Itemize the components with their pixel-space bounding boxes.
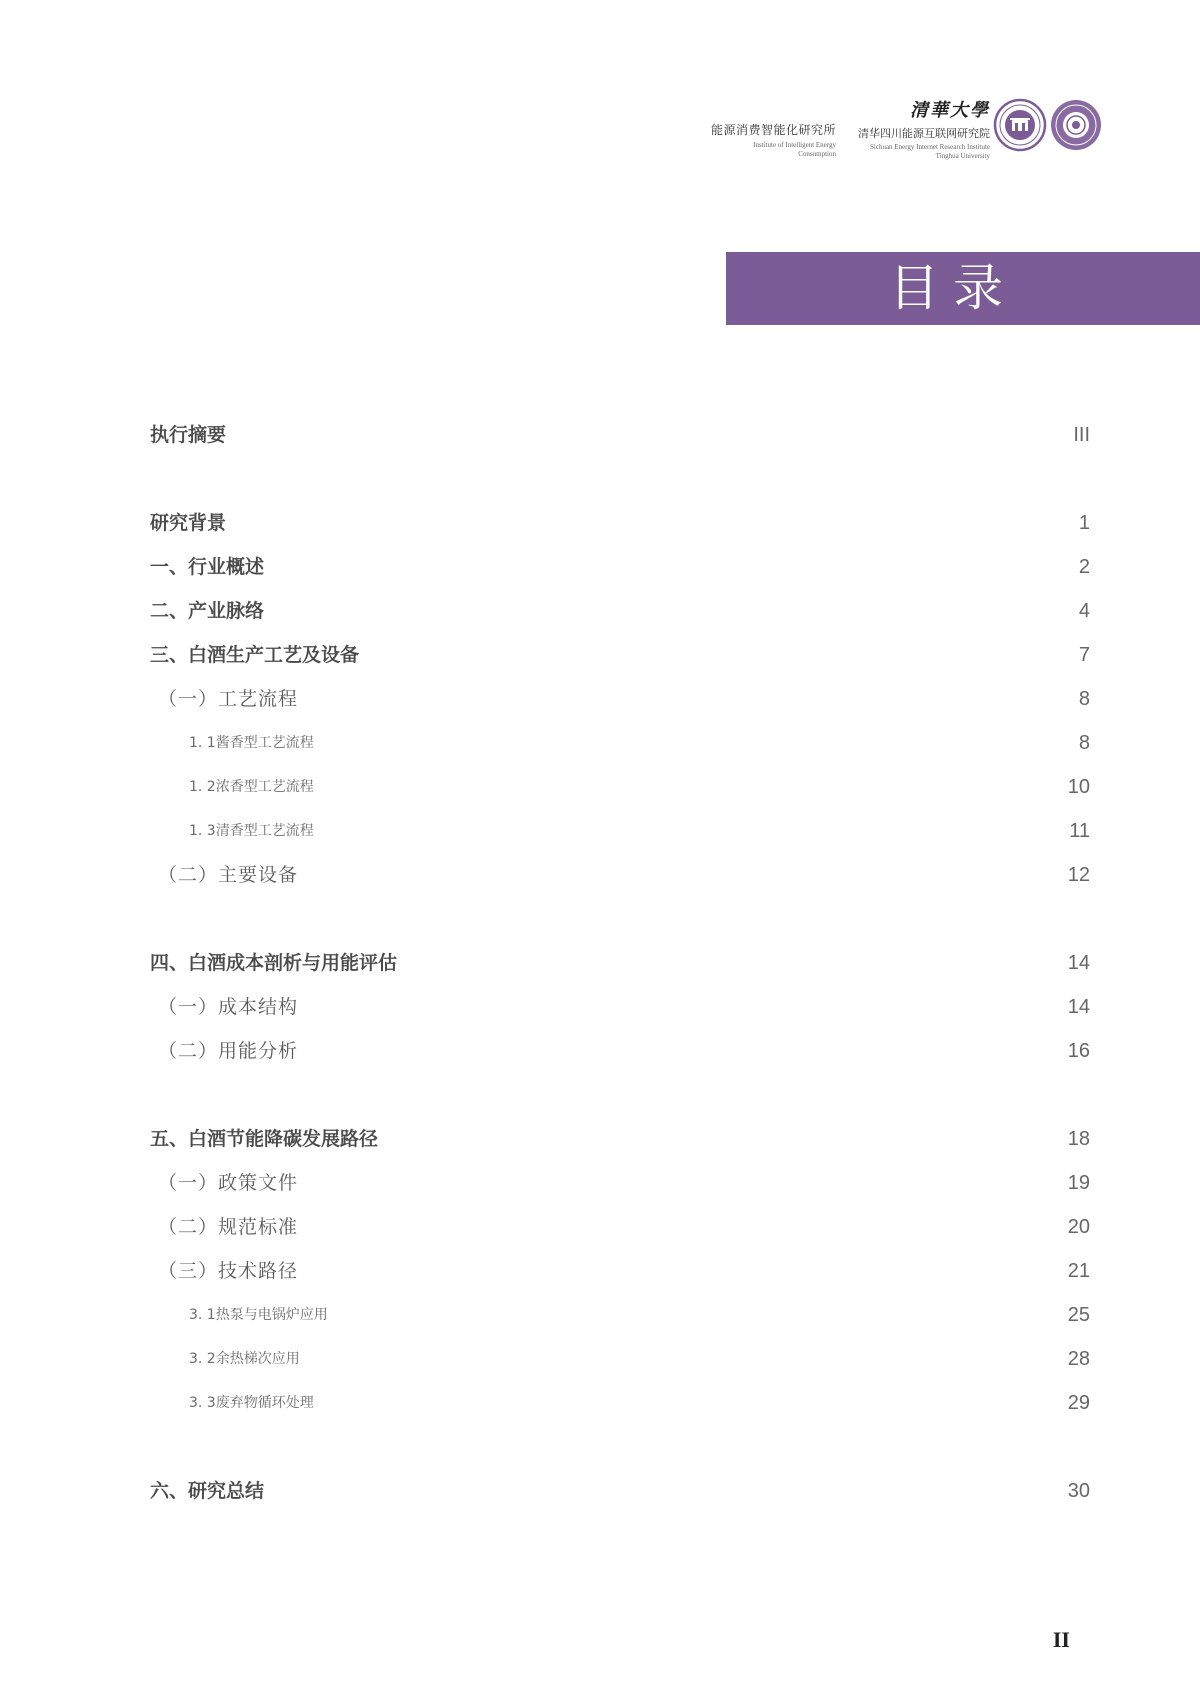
toc-entry-label: （二）规范标准	[158, 1216, 299, 1238]
toc-entry[interactable]	[0, 598, 1200, 628]
research-institute-name-en	[840, 143, 990, 161]
toc-title-banner	[726, 252, 1200, 325]
toc-entry-label: （二）主要设备	[158, 864, 299, 886]
institute-name-en-line2: Consumption	[798, 150, 836, 158]
research-institute-name-en-line2: Tinghua University	[935, 152, 990, 160]
toc-entry[interactable]	[0, 510, 1200, 540]
toc-entry[interactable]	[0, 1038, 1200, 1068]
toc-entry[interactable]	[0, 1478, 1200, 1508]
toc-entry-label: 1. 2浓香型工艺流程	[189, 779, 314, 795]
institute-logo-text	[706, 121, 836, 159]
toc-entry[interactable]	[0, 1214, 1200, 1244]
toc-entry-page: 7	[1078, 644, 1090, 666]
toc-entry[interactable]	[0, 818, 1200, 848]
toc-entry-page: 14	[1067, 996, 1090, 1018]
toc-entry[interactable]	[0, 686, 1200, 716]
toc-entry-page: 8	[1078, 732, 1090, 754]
toc-entry-page: 11	[1069, 820, 1090, 842]
toc-entry[interactable]	[0, 1258, 1200, 1288]
toc-entry[interactable]	[0, 422, 1200, 452]
toc-entry[interactable]	[0, 862, 1200, 892]
toc-title: 目录	[889, 259, 1017, 317]
research-institute-logo-text	[840, 96, 990, 161]
toc-entry-label: （一）政策文件	[158, 1172, 299, 1194]
toc-entry[interactable]	[0, 730, 1200, 760]
toc-entry-page: 12	[1067, 864, 1090, 886]
toc-entry-page: 1	[1078, 512, 1090, 534]
institute-name-en-line1: Institute of Intelligent Energy	[753, 141, 836, 149]
toc-entry[interactable]	[0, 642, 1200, 672]
toc-entry-label: 三、白酒生产工艺及设备	[150, 644, 360, 666]
toc-entry-page: 29	[1067, 1392, 1090, 1414]
research-institute-name-cn: 清华四川能源互联网研究院	[858, 127, 990, 140]
page-number: II	[1052, 1627, 1070, 1652]
toc-entry-page: 2	[1078, 556, 1090, 578]
toc-entry-label: 3. 1热泵与电锅炉应用	[189, 1307, 328, 1323]
toc-entry-label: 研究背景	[150, 512, 227, 534]
toc-entry-label: （一）成本结构	[158, 996, 299, 1018]
toc-entry-label: 五、白酒节能降碳发展路径	[150, 1128, 379, 1150]
toc-entry-label: 1. 1酱香型工艺流程	[189, 735, 314, 751]
toc-entry-label: 执行摘要	[150, 424, 227, 446]
toc-entry-label: （一）工艺流程	[158, 688, 299, 710]
toc-entry-label: （三）技术路径	[158, 1260, 299, 1282]
toc-entry-page: 25	[1067, 1304, 1090, 1326]
tsinghua-seal-icon	[1049, 98, 1103, 152]
toc-entry[interactable]	[0, 774, 1200, 804]
institute-seal-icon	[993, 98, 1047, 152]
toc-entry-page: 10	[1067, 776, 1090, 798]
toc-entry[interactable]	[0, 1126, 1200, 1156]
toc-entry[interactable]	[0, 1302, 1200, 1332]
toc-entry[interactable]	[0, 950, 1200, 980]
toc-entry-page: 19	[1067, 1172, 1090, 1194]
toc-entry-label: 六、研究总结	[150, 1480, 265, 1502]
institute-name-cn: 能源消费智能化研究所	[710, 123, 836, 137]
toc-entry-label: 3. 2余热梯次应用	[189, 1351, 300, 1367]
institute-name-en	[706, 141, 836, 159]
toc-entry-page: III	[1073, 424, 1090, 446]
toc-entry[interactable]	[0, 994, 1200, 1024]
toc-entry-label: 一、行业概述	[150, 556, 265, 578]
tsinghua-calligraphy: 清華大學	[910, 100, 990, 121]
toc-entry-page: 28	[1067, 1348, 1090, 1370]
toc-entry[interactable]	[0, 1390, 1200, 1420]
toc-entry-page: 4	[1078, 600, 1090, 622]
toc-entry-label: （二）用能分析	[158, 1040, 299, 1062]
toc-entry-page: 14	[1067, 952, 1090, 974]
toc-entry[interactable]	[0, 1346, 1200, 1376]
toc-entry-page: 20	[1067, 1216, 1090, 1238]
research-institute-name-en-line1: Sichuan Energy Internet Research Institute	[870, 143, 990, 151]
toc-entry[interactable]	[0, 554, 1200, 584]
toc-entry-page: 30	[1067, 1480, 1090, 1502]
toc-entry-label: 二、产业脉络	[150, 600, 265, 622]
toc-entry-page: 18	[1067, 1128, 1090, 1150]
toc-entry-page: 8	[1078, 688, 1090, 710]
toc-entry-label: 四、白酒成本剖析与用能评估	[150, 952, 398, 974]
toc-entry-page: 21	[1067, 1260, 1090, 1282]
toc-entry-label: 3. 3废弃物循环处理	[189, 1395, 314, 1411]
toc-entry-label: 1. 3清香型工艺流程	[189, 823, 314, 839]
toc-entry-page: 16	[1067, 1040, 1090, 1062]
toc-entry[interactable]	[0, 1170, 1200, 1200]
header-logos	[0, 92, 1200, 172]
